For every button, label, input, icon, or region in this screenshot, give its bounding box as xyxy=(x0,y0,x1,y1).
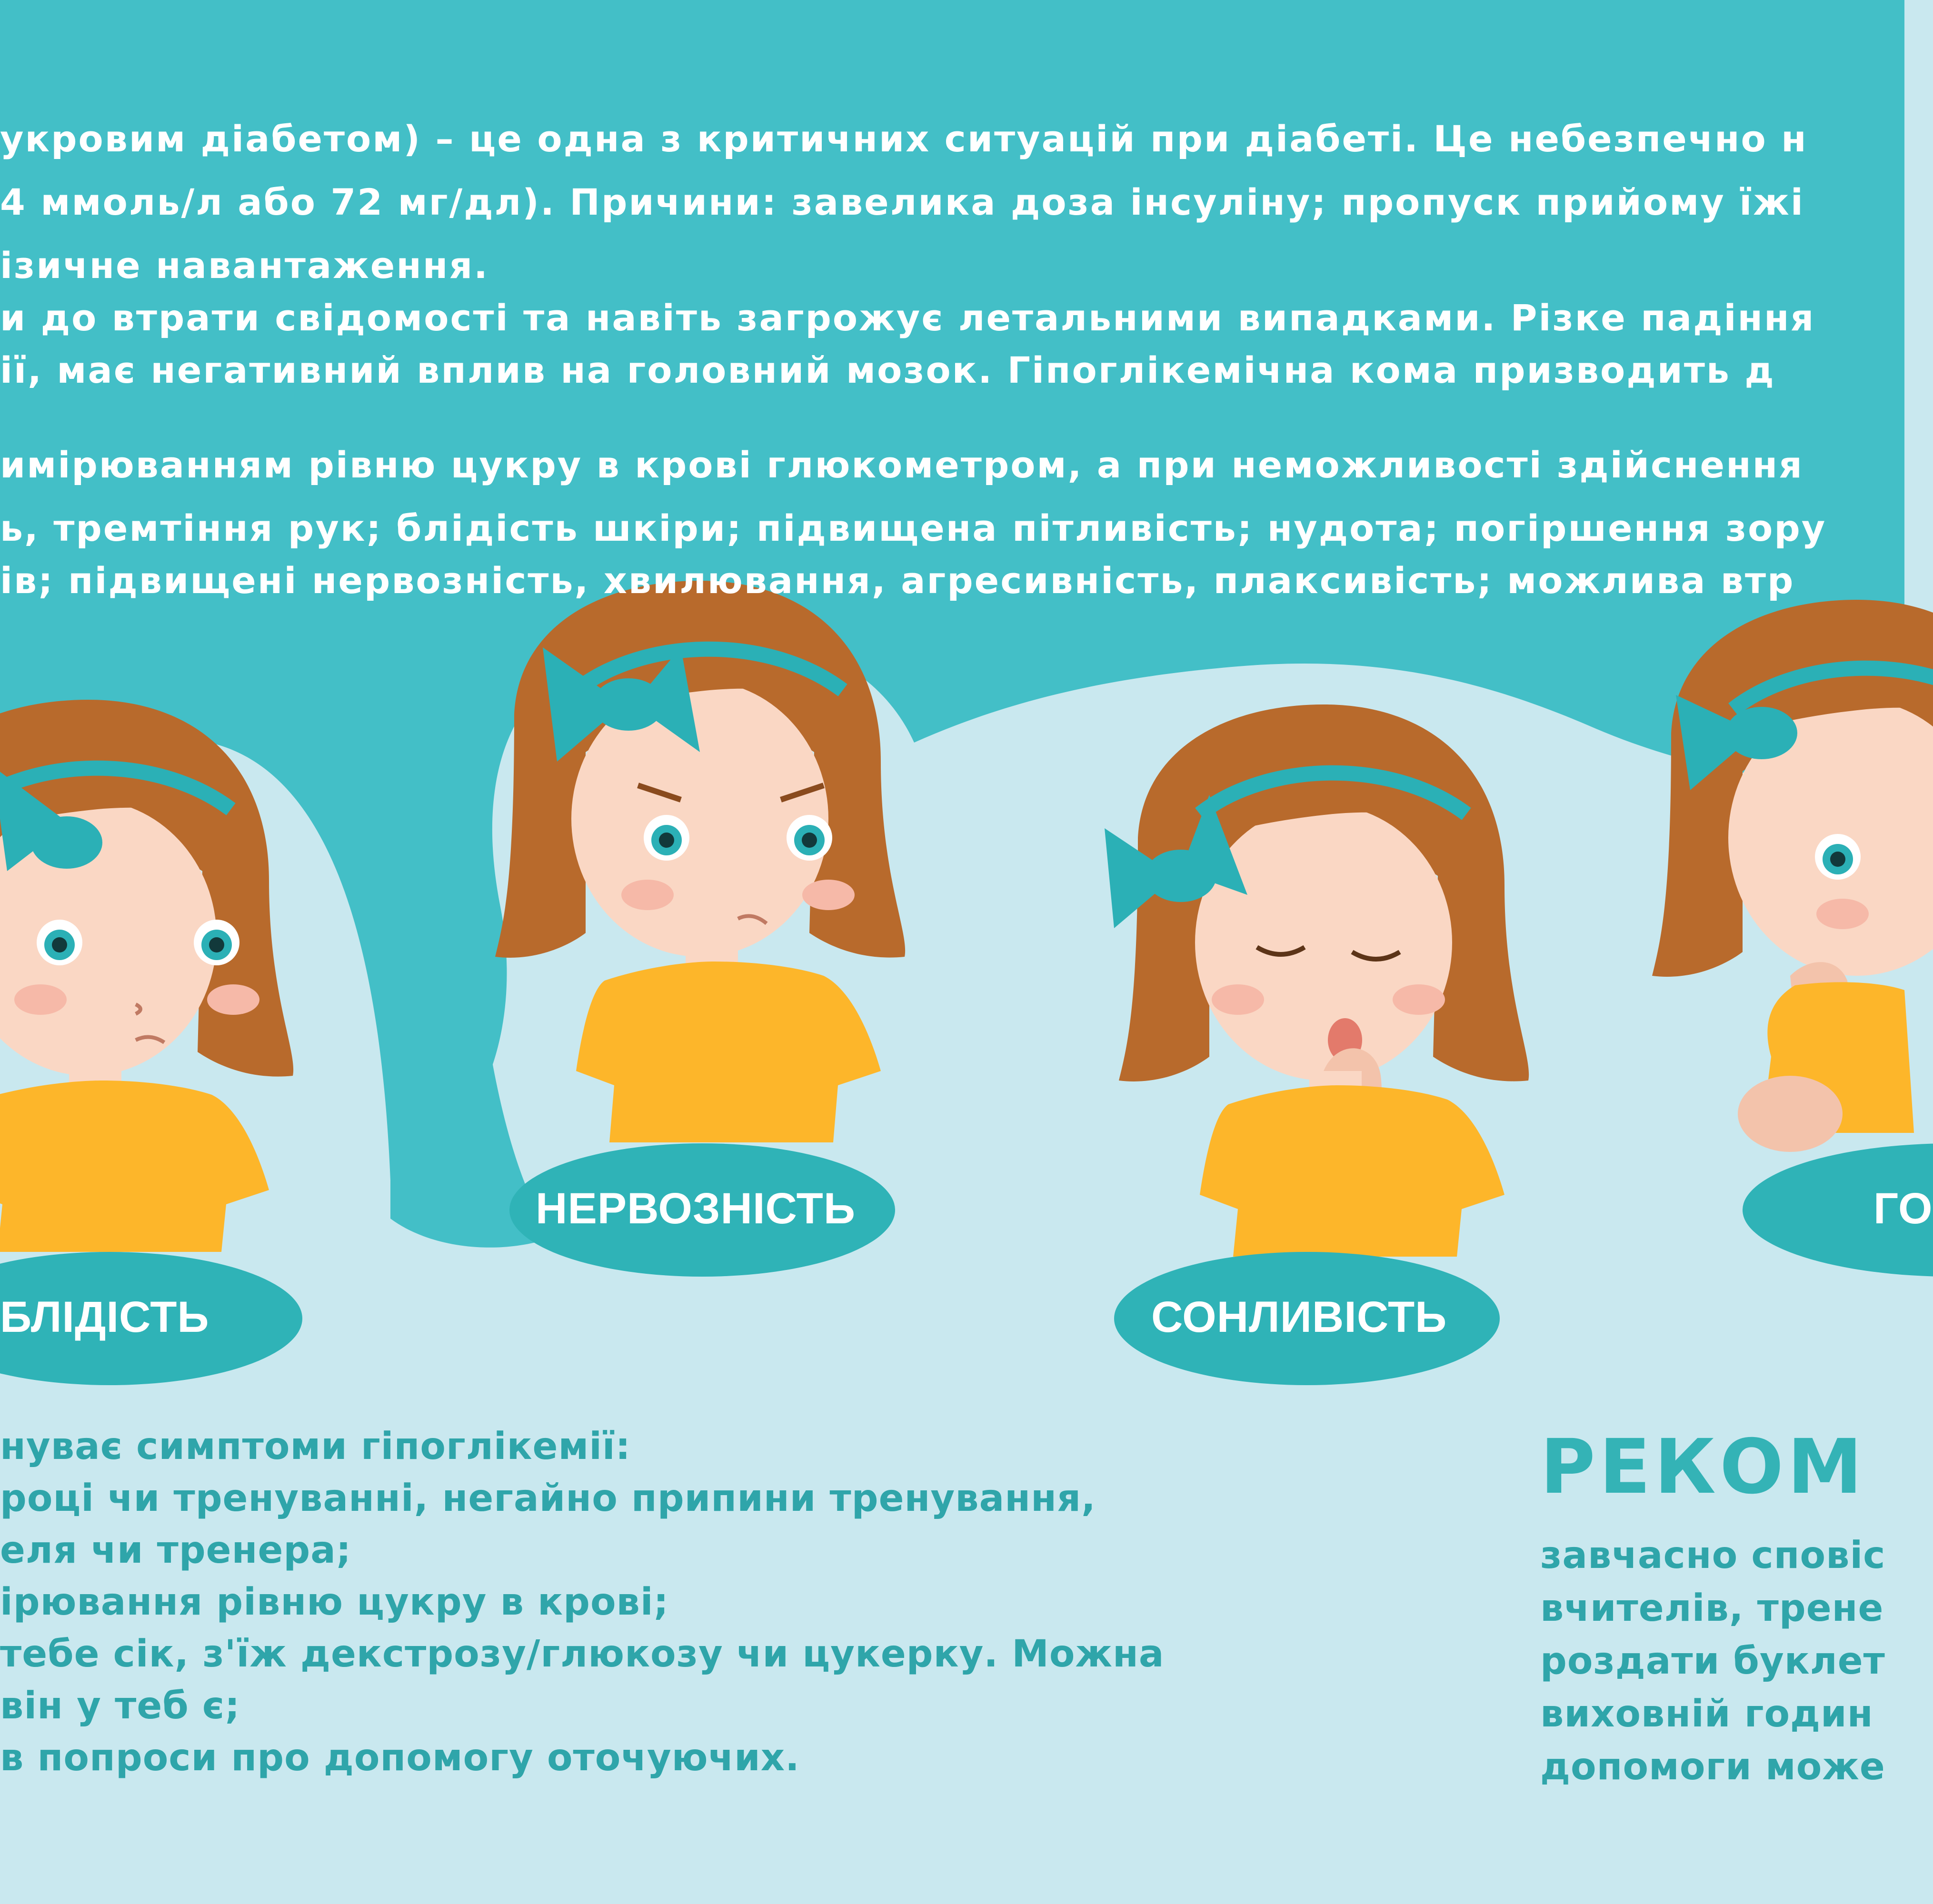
recommendations-title: РЕКОМ xyxy=(1540,1423,1866,1511)
intro-blank-line xyxy=(0,402,1904,433)
actions-list xyxy=(0,1421,1165,1784)
intro-text xyxy=(0,107,1904,612)
intro-line: ів; підвищені нервозність, хвилювання, агресивність, плаксивість; можлива втр xyxy=(0,559,1795,602)
intro-line: имірюванням рівню цукру в крові глюкометром, а при неможливості здійснення xyxy=(0,444,1803,486)
recommendations-line: роздати буклет xyxy=(1540,1640,1885,1683)
actions-line: він у теб є; xyxy=(0,1685,240,1727)
symptom-label-fourth: ГО xyxy=(1873,1184,1933,1233)
actions-line: в попроси про допомогу оточуючих. xyxy=(0,1736,800,1779)
actions-line: тебе сік, з'їж декстрозу/глюкозу чи цукерку. Можна xyxy=(0,1633,1165,1676)
symptom-label-drowsiness: СОНЛИВІСТЬ xyxy=(1151,1293,1447,1341)
symptom-label-nervousness: НЕРВОЗНІСТЬ xyxy=(536,1184,856,1233)
actions-line: році чи тренуванні, негайно припини тренування, xyxy=(0,1477,1096,1520)
actions-line: ірювання рівню цукру в крові; xyxy=(0,1581,669,1624)
recommendations-line: виховній годин xyxy=(1540,1693,1873,1735)
recommendations-line: допомоги може xyxy=(1540,1745,1885,1788)
intro-line: ь, тремтіння рук; блідість шкіри; підвищена пітливість; нудота; погіршення зору xyxy=(0,507,1827,549)
intro-line: 4 ммоль/л або 72 мг/дл). Причини: завелика доза інсуліну; пропуск прийому їжі xyxy=(0,181,1804,223)
recommendations-line: завчасно сповіс xyxy=(1540,1534,1886,1577)
symptom-label-pallor: БЛІДІСТЬ xyxy=(0,1293,209,1341)
intro-line: ії, має негативний вплив на головний мозок. Гіпоглікемічна кома призводить д xyxy=(0,349,1775,391)
intro-line: и до втрати свідомості та навіть загрожує летальними випадками. Різке падіння xyxy=(0,297,1815,339)
actions-line: нуває симптоми гіпоглікемії: xyxy=(0,1425,631,1468)
actions-line: еля чи тренера; xyxy=(0,1529,352,1572)
recommendations-list xyxy=(1540,1529,1885,1794)
intro-line: укровим діабетом) – це одна з критичних ситуацій при діабеті. Це небезпечно н xyxy=(0,118,1808,160)
intro-line: ізичне навантаження. xyxy=(0,244,489,287)
recommendations-line: вчителів, трене xyxy=(1540,1587,1884,1630)
